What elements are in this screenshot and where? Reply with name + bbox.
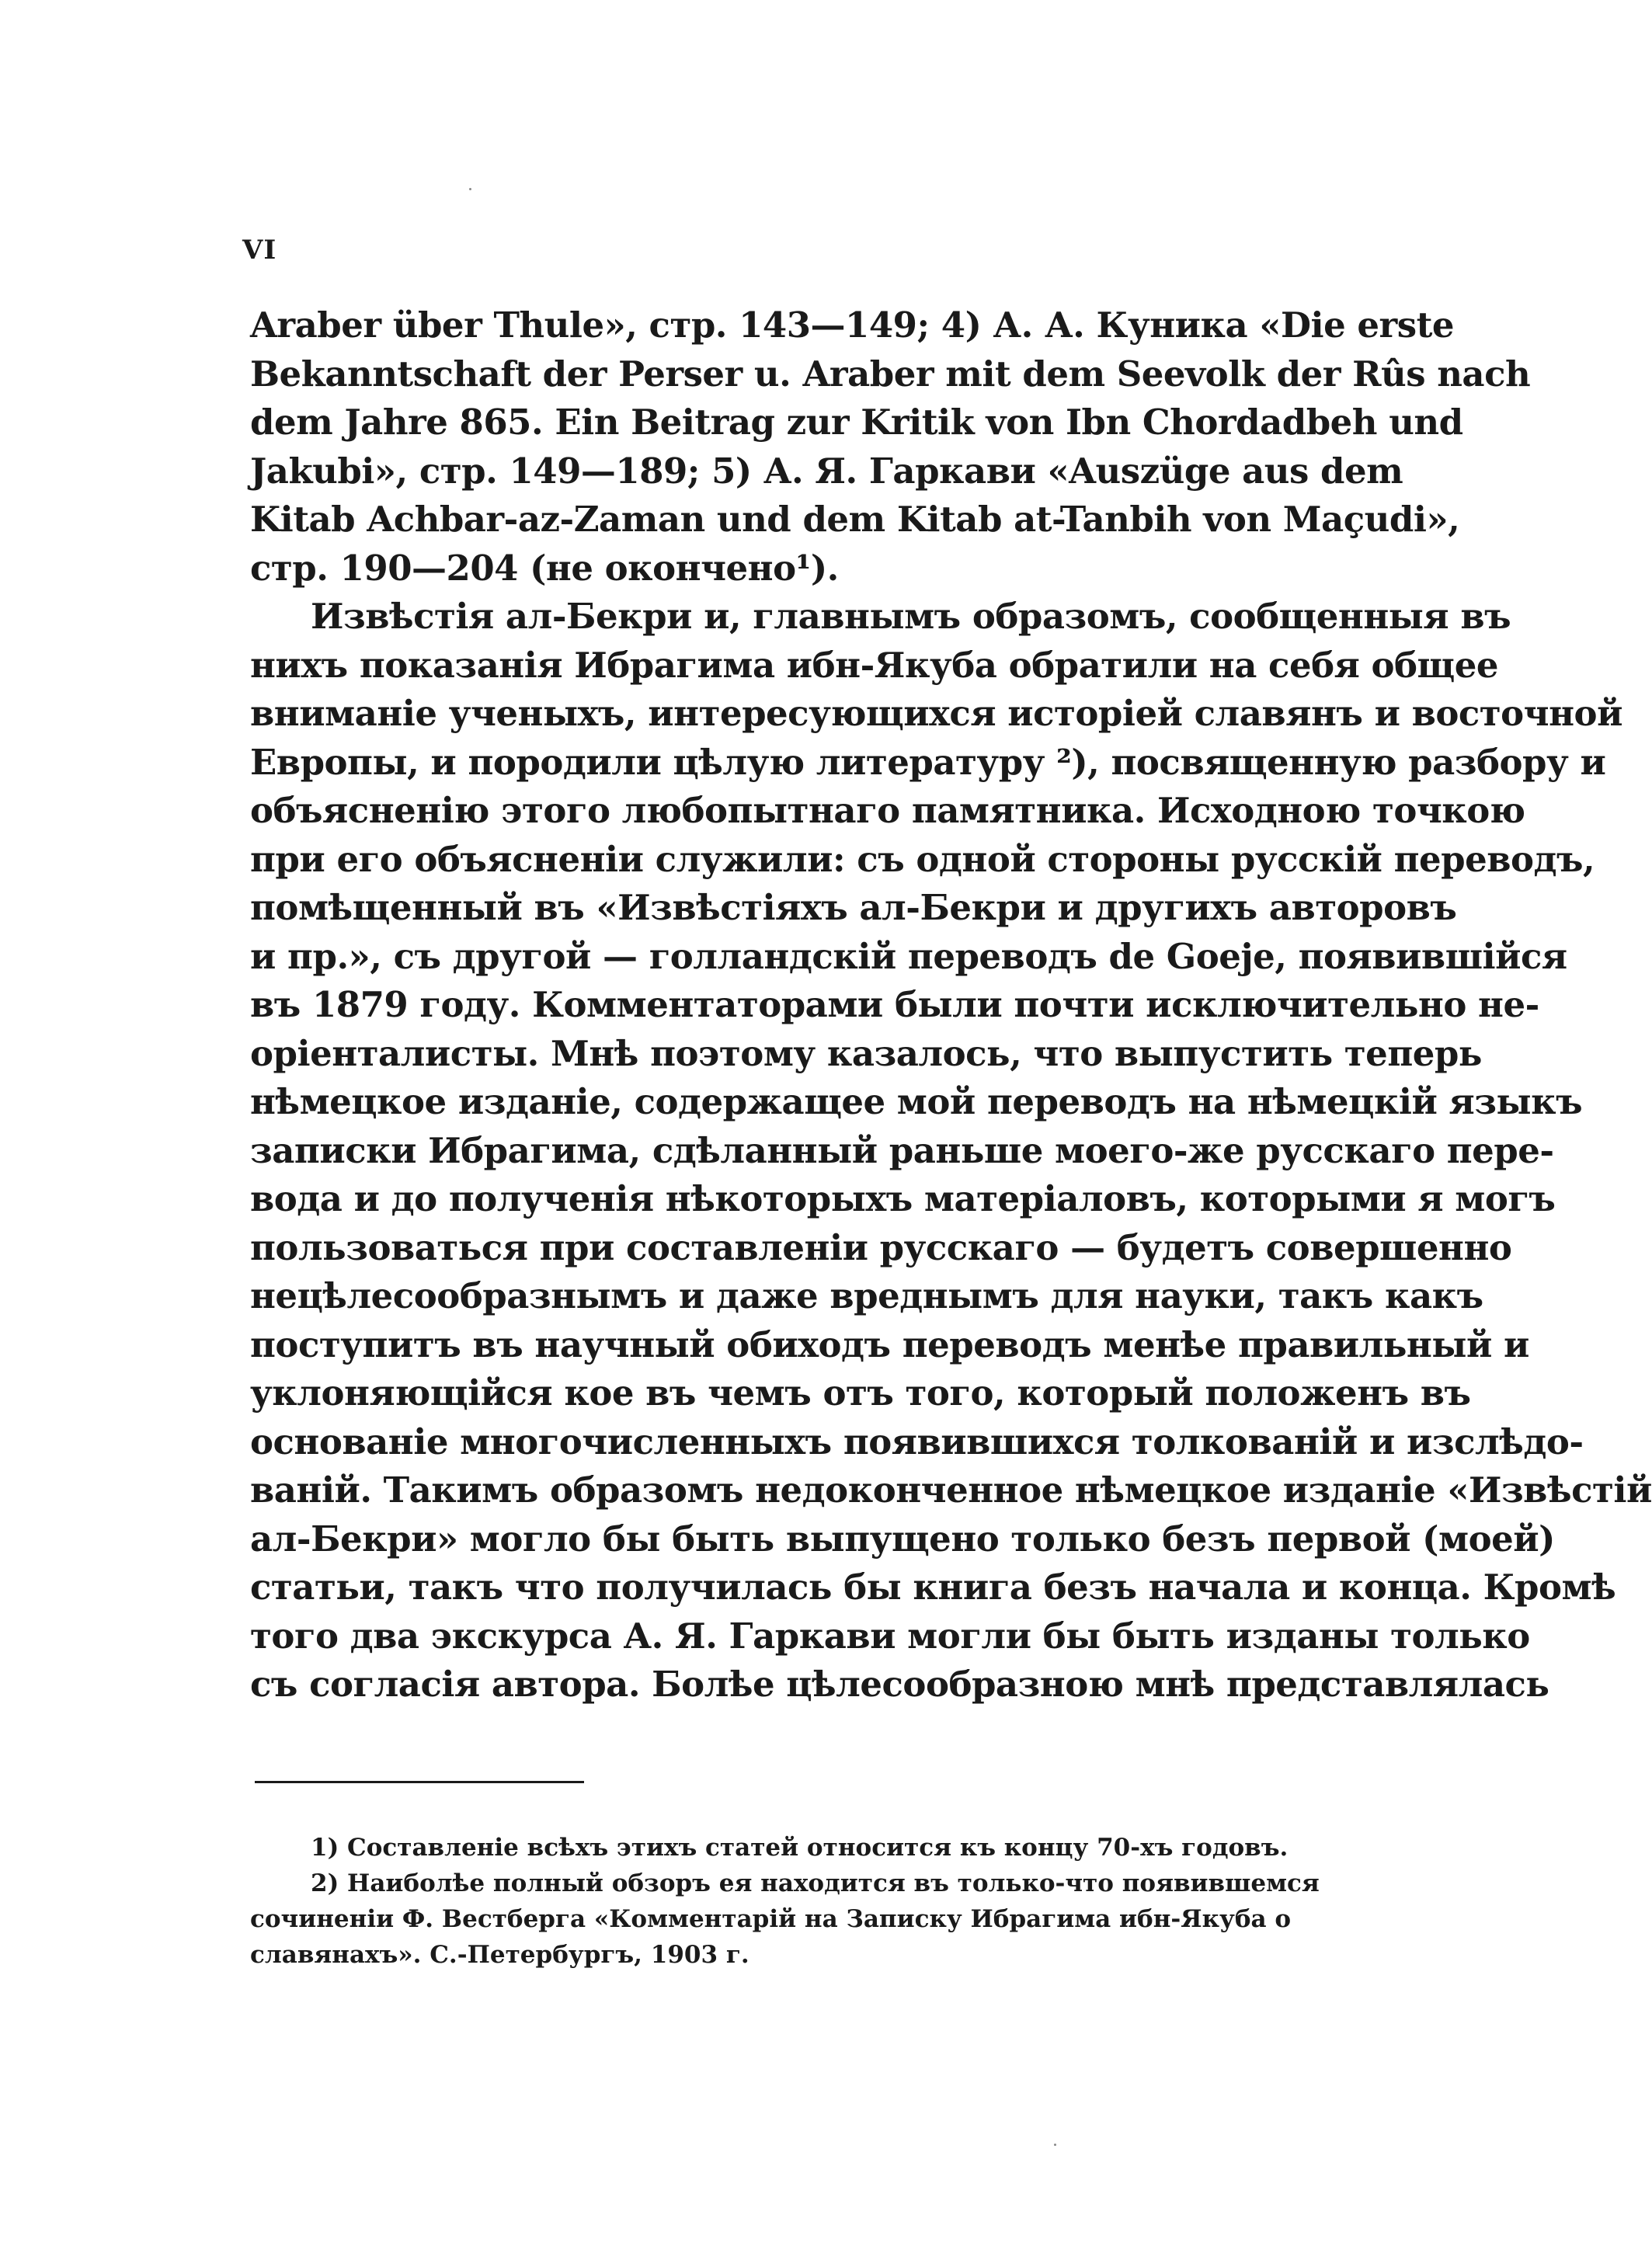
text-line: нихъ показанія Ибрагима ибн-Якуба обратили на себя общее: [250, 644, 1498, 686]
page-number: VI: [242, 235, 277, 266]
text-line: помѣщенный въ «Извѣстіяхъ ал-Бекри и другихъ авторовъ: [250, 887, 1457, 928]
paragraph-start-line: Извѣстія ал-Бекри и, главнымъ образомъ, сообщенныя въ: [311, 596, 1511, 637]
text-line: Европы, и породили цѣлую литературу ²), посвященную разбору и: [250, 741, 1606, 783]
text-line: и пр.», съ другой — голландскій переводъ de Goeje, появившійся: [250, 935, 1567, 977]
main-text: [250, 301, 1652, 1709]
text-line: стр. 190—204 (не окончено¹).: [250, 547, 839, 589]
text-line: съ согласія автора. Болѣе цѣлесообразною мнѣ представлялась: [250, 1664, 1549, 1705]
scan-speck: [1054, 2144, 1056, 2146]
text-line: основаніе многочисленныхъ появившихся толкованій и изслѣдо-: [250, 1421, 1584, 1462]
text-line: записки Ибрагима, сдѣланный раньше моего-же русскаго пере-: [250, 1129, 1554, 1171]
text-line: пользоваться при составленіи русскаго — будетъ совершенно: [250, 1226, 1512, 1268]
text-line: ал-Бекри» могло бы быть выпущено только безъ первой (моей): [250, 1518, 1555, 1560]
text-line: нецѣлесообразнымъ и даже вреднымъ для науки, такъ какъ: [250, 1275, 1483, 1316]
text-line: dem Jahre 865. Ein Beitrag zur Kritik von Ibn Chordadbeh und: [250, 402, 1463, 443]
text-line: Jakubi», стр. 149—189; 5) А. Я. Гаркави «Auszüge aus dem: [250, 450, 1403, 492]
text-line: уклоняющійся кое въ чемъ отъ того, который положенъ въ: [250, 1372, 1471, 1414]
footnote-2-line: сочиненіи Ф. Вестберга «Комментарій на Записку Ибрагима ибн-Якуба о: [250, 1905, 1292, 1933]
text-line: того два экскурса А. Я. Гаркави могли бы быть изданы только: [250, 1615, 1530, 1657]
scan-speck: [469, 188, 471, 190]
text-line: нѣмецкое изданіе, содержащее мой переводъ на нѣмецкій языкъ: [250, 1081, 1583, 1122]
text-line: при его объясненіи служили: съ одной стороны русскій переводъ,: [250, 838, 1595, 880]
footnote-2: 2) Наиболѣе полный обзоръ ея находится въ только-что появившемся: [311, 1869, 1320, 1897]
text-line: Kitab Achbar-az-Zaman und dem Kitab at-Tanbih von Maçudi»,: [250, 499, 1460, 540]
text-line: вниманіе ученыхъ, интересующихся исторіей славянъ и восточной: [250, 693, 1622, 734]
text-line: ваній. Такимъ образомъ недоконченное нѣмецкое изданіе «Извѣстій: [250, 1469, 1652, 1511]
text-line: оріенталисты. Мнѣ поэтому казалось, что выпустить теперь: [250, 1032, 1482, 1074]
text-line: статьи, такъ что получилась бы книга безъ начала и конца. Кромѣ: [250, 1567, 1616, 1608]
text-line: поступитъ въ научный обиходъ переводъ менѣе правильный и: [250, 1323, 1529, 1365]
text-line: въ 1879 году. Комментаторами были почти исключительно не-: [250, 984, 1539, 1025]
footnote-1: 1) Составленіе всѣхъ этихъ статей относится къ концу 70-хъ годовъ.: [311, 1834, 1289, 1862]
text-line: вода и до полученія нѣкоторыхъ матеріаловъ, которыми я могъ: [250, 1178, 1556, 1219]
text-line: Araber über Thule», стр. 143—149; 4) А. А. Куника «Die erste: [250, 304, 1455, 346]
footnotes: [250, 1830, 1320, 1973]
text-line: объясненію этого любопытнаго памятника. Исходною точкою: [250, 790, 1525, 831]
text-line: Bekanntschaft der Perser u. Araber mit dem Seevolk der Rûs nach: [250, 353, 1531, 395]
footnote-2-line: славянахъ». С.-Петербургъ, 1903 г.: [250, 1941, 749, 1969]
footnote-separator: [255, 1781, 584, 1783]
